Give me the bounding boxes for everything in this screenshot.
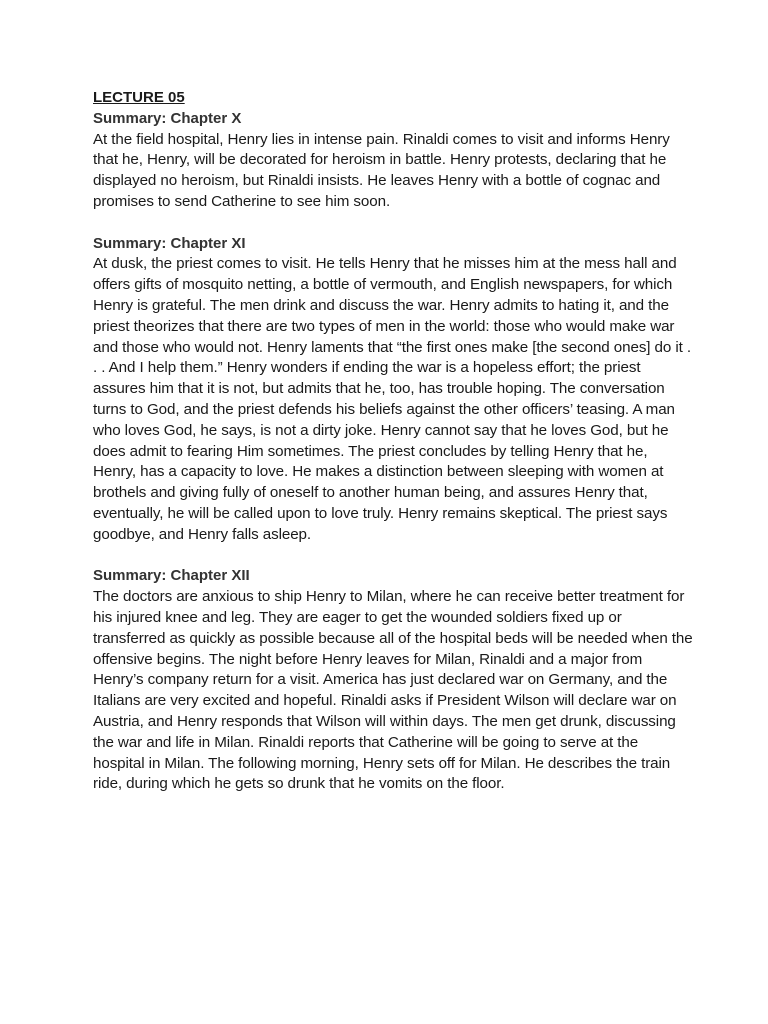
document-page [93, 88, 693, 816]
section-heading: Summary: Chapter X [93, 109, 242, 127]
document-title: LECTURE 05 [93, 89, 185, 106]
section-chapter-xi [93, 234, 693, 546]
section-heading: Summary: Chapter XI [93, 234, 246, 252]
section-heading: Summary: Chapter XII [93, 567, 250, 585]
section-body: At the field hospital, Henry lies in intense pain. Rinaldi comes to visit and informs Henry that he, Henry, will be decorated for heroism in battle. Henry protests, declaring that he displayed no heroism, but Rinaldi insists. He leaves Henry with a bottle of cognac and promises to send Catherine to see him soon. [93, 130, 670, 210]
section-body: At dusk, the priest comes to visit. He tells Henry that he misses him at the mess hall and offers gifts of mosquito netting, a bottle of vermouth, and English newspapers, for which Henry is grateful. The men drink and discuss the war. Henry admits to hating it, and the priest theorizes that there are two types of men in the world: those who would make war and those who would not. Henry laments that “the first ones make [the second ones] do it . . . And I help them.” Henry wonders if ending the war is a hopeless effort; the priest assures him that it is not, but admits that he, too, has trouble hoping. The conversation turns to God, and the priest defends his beliefs against the other officers’ teasing. A man who loves God, he says, is not a dirty joke. Henry cannot say that he loves God, but he does admit to fearing Him sometimes. The priest concludes by telling Henry that he, Henry, has a capacity to love. He makes a distinction between sleeping with women at brothels and giving fully of oneself to another human being, and assures Henry that, eventually, he will be called upon to love truly. Henry remains skeptical. The priest says goodbye, and Henry falls asleep. [93, 255, 691, 543]
section-body: The doctors are anxious to ship Henry to Milan, where he can receive better treatment for his injured knee and leg. They are eager to get the wounded soldiers fixed up or transferred as quickly as possible because all of the hospital beds will be needed when the offensive begins. The night before Henry leaves for Milan, Rinaldi and a major from Henry’s company return for a visit. America has just declared war on Germany, and the Italians are very excited and hopeful. Rinaldi asks if President Wilson will declare war on Austria, and Henry responds that Wilson will within days. The men get drunk, discussing the war and life in Milan. Rinaldi reports that Catherine will be going to serve at the hospital in Milan. The following morning, Henry sets off for Milan. He describes the train ride, during which he gets so drunk that he vomits on the floor. [93, 588, 693, 793]
section-chapter-xii [93, 566, 693, 795]
section-chapter-x [93, 109, 693, 213]
